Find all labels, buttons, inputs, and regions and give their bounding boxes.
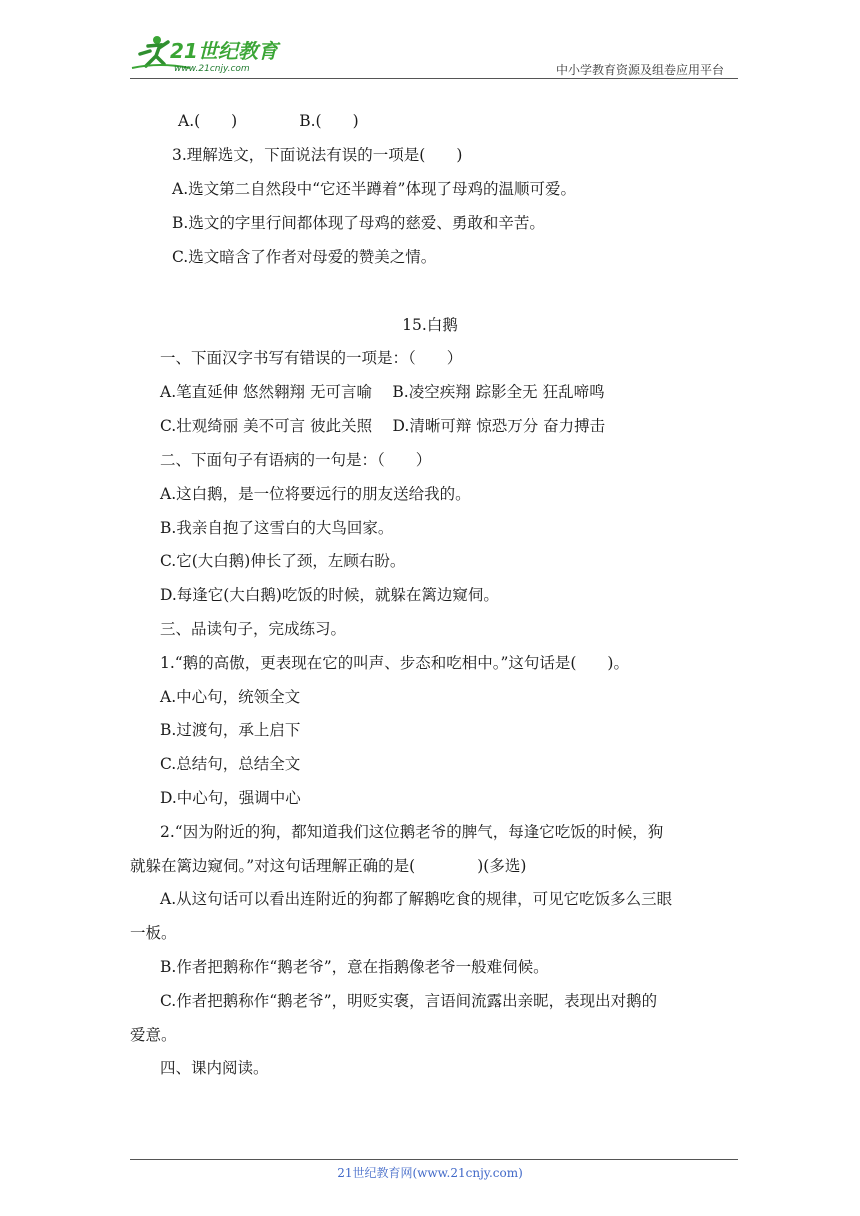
section-1-options-cd: C.壮观绮丽 美不可言 彼此关照 D.清晰可辩 惊恐万分 奋力搏击 (160, 417, 606, 435)
q1-option-a: A.中心句，统领全文 (160, 688, 301, 706)
site-name: 中小学教育资源及组卷应用平台 (555, 63, 724, 77)
footer-divider (130, 1159, 738, 1160)
page-header (130, 28, 738, 78)
q2-option-c-cont: 爱意。 (130, 1026, 177, 1044)
section-3-heading: 三、品读句子，完成练习。 (160, 620, 347, 638)
q2-option-b: B.作者把鹅称作“鹅老爷”，意在指鹅像老爷一般难伺候。 (160, 958, 549, 976)
option-b: B.选文的字里行间都体现了母鸡的慈爱、勇敢和辛苦。 (172, 214, 545, 232)
section-2-option-c: C.它(大白鹅)伸长了颈，左顾右盼。 (160, 552, 406, 570)
option-a: A.选文第二自然段中“它还半蹲着”体现了母鸡的温顺可爱。 (172, 180, 576, 198)
section-2-option-b: B.我亲自抱了这雪白的大鸟回家。 (160, 519, 394, 537)
section-3-question-1: 1.“鹅的高傲，更表现在它的叫声、步态和吃相中。”这句话是( )。 (160, 654, 629, 672)
q2-option-a-cont: 一板。 (130, 924, 177, 942)
q1-option-c: C.总结句，总结全文 (160, 755, 301, 773)
q2-option-a: A.从这句话可以看出连附近的狗都了解鹅吃食的规律，可见它吃饭多么三眼 (160, 890, 673, 908)
option-c: C.选文暗含了作者对母爱的赞美之情。 (172, 248, 437, 266)
section-3-question-2: 2.“因为附近的狗，都知道我们这位鹅老爷的脾气，每逢它吃饭的时候，狗 (160, 823, 664, 841)
q1-option-d: D.中心句，强调中心 (160, 789, 301, 807)
logo-text: 21世纪教育 (170, 39, 278, 63)
section-2-option-d: D.每逢它(大白鹅)吃饭的时候，就躲在篱边窥伺。 (160, 586, 499, 604)
q2-option-c: C.作者把鹅称作“鹅老爷”，明贬实褒，言语间流露出亲昵，表现出对鹅的 (160, 992, 658, 1010)
section-1-heading: 一、下面汉字书写有错误的一项是：（ ） (160, 349, 463, 367)
q1-option-b: B.过渡句，承上启下 (160, 721, 301, 739)
question-options-row: A.( ) B.( ) (178, 112, 359, 130)
section-1-options-ab: A.笔直延伸 悠然翱翔 无可言喻 B.凌空疾翔 踪影全无 狂乱啼鸣 (160, 383, 605, 401)
logo-url: www.21cnjy.com (174, 64, 250, 74)
section-2-option-a: A.这白鹅，是一位将要远行的朋友送给我的。 (160, 485, 471, 503)
section-3-question-2-cont: 就躲在篱边窥伺。”对这句话理解正确的是( )(多选) (130, 857, 527, 875)
header-divider (130, 78, 738, 79)
section-4-heading: 四、课内阅读。 (160, 1059, 269, 1077)
section-2-heading: 二、下面句子有语病的一句是：（ ） (160, 451, 432, 469)
site-logo (130, 32, 300, 74)
question-3: 3.理解选文，下面说法有误的一项是( ) (172, 146, 463, 164)
lesson-title: 15.白鹅 (402, 316, 458, 334)
footer-link[interactable]: 21世纪教育网(www.21cnjy.com) (337, 1166, 523, 1180)
